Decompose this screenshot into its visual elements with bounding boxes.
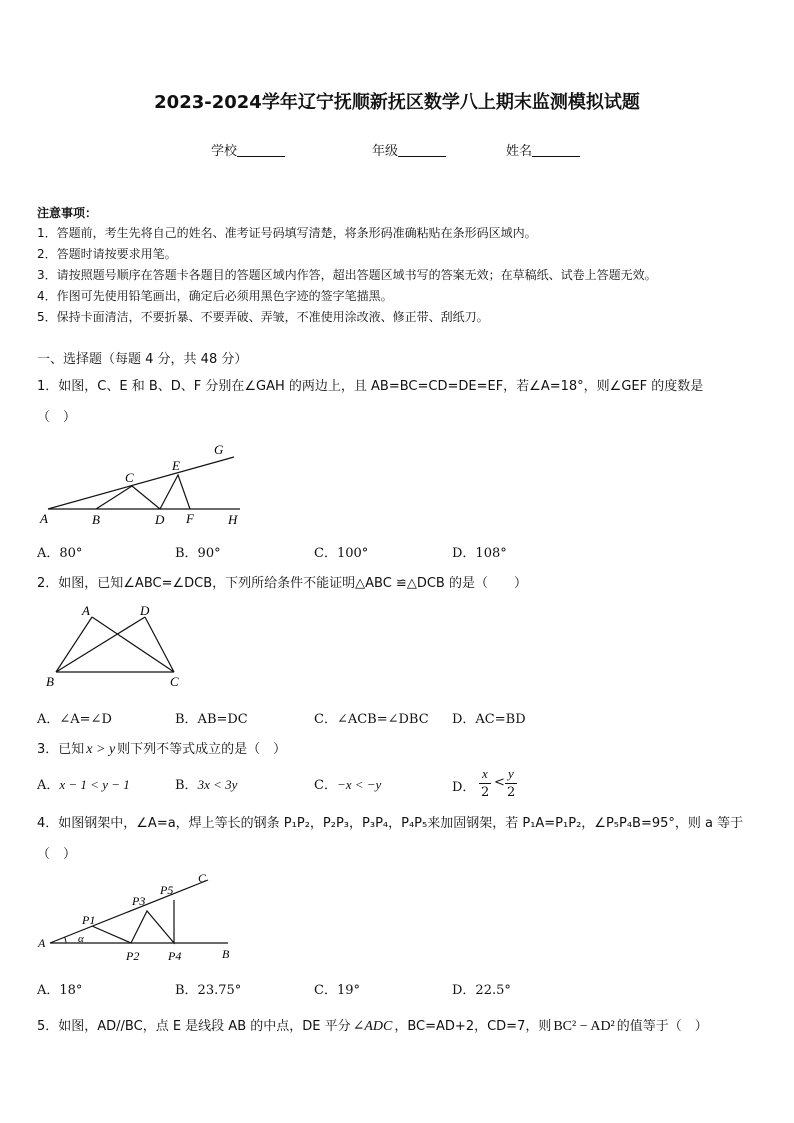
label-b: B bbox=[46, 674, 54, 689]
label-p2: P2 bbox=[126, 949, 140, 963]
q4-option-b[interactable]: B．23.75° bbox=[175, 983, 242, 998]
q5-angle: ∠ADC bbox=[352, 1019, 393, 1034]
q3-text-post: 则下列不等式成立的是（ ） bbox=[117, 742, 287, 757]
q3-option-a-letter: A． bbox=[37, 778, 60, 793]
q4-option-c[interactable]: C．19° bbox=[314, 983, 360, 998]
q3-text bbox=[37, 738, 286, 758]
q3-option-d-fracbar2 bbox=[505, 783, 517, 784]
label-f: F bbox=[186, 511, 194, 526]
segment-dc bbox=[145, 617, 174, 672]
angle-arc bbox=[65, 937, 66, 943]
note-item: 3．请按照题号顺序在答题卡各题目的答题区域内作答，超出答题区域书写的答案无效；在草稿纸、试卷上答题无效。 bbox=[37, 268, 657, 282]
label-d: D bbox=[155, 512, 165, 527]
q1-option-b[interactable]: B．90° bbox=[175, 546, 221, 561]
segment-bd bbox=[56, 617, 145, 672]
label-d: D bbox=[140, 603, 150, 618]
label-b: B bbox=[222, 947, 230, 961]
q3-option-d-den2: 2 bbox=[507, 785, 516, 800]
q3-option-d-rel: < bbox=[494, 775, 505, 790]
q5-text bbox=[37, 1015, 708, 1035]
q4-option-a[interactable]: A．18° bbox=[37, 983, 83, 998]
label-c: C bbox=[198, 871, 207, 885]
section-heading: 一、选择题（每题 4 分，共 48 分） bbox=[37, 352, 248, 367]
label-h: H bbox=[228, 512, 238, 527]
q3-option-c-expr: −x < −y bbox=[336, 777, 382, 792]
q2-option-d[interactable]: D．AC=BD bbox=[452, 712, 526, 727]
q1-option-a[interactable]: A．80° bbox=[37, 546, 83, 561]
q5-text-post: 的值等于（ ） bbox=[616, 1019, 708, 1034]
q1-option-c[interactable]: C．100° bbox=[314, 546, 369, 561]
q2-option-b[interactable]: B．AB=DC bbox=[175, 712, 248, 727]
q3-option-d-num1: x bbox=[482, 766, 488, 781]
label-g: G bbox=[214, 442, 224, 457]
q4-text: 4．如图钢架中，∠A=a，焊上等长的钢条 P₁P₂，P₂P₃，P₃P₄，P₄P₅来加固钢架，若 P₁A=P₁P₂，∠P₅P₄B=95°，则 a 等于 bbox=[37, 816, 744, 831]
label-a: A bbox=[40, 511, 48, 526]
notes-heading: 注意事项： bbox=[37, 206, 98, 220]
school-blank[interactable] bbox=[237, 143, 285, 157]
grade-field bbox=[372, 140, 446, 159]
q3-option-a-expr: x − 1 < y − 1 bbox=[59, 777, 130, 792]
grade-blank[interactable] bbox=[398, 143, 446, 157]
q2-option-c[interactable]: C．∠ACB=∠DBC bbox=[314, 712, 429, 727]
note-item: 4．作图可先使用铅笔画出，确定后必须用黑色字迹的签字笔描黑。 bbox=[37, 289, 393, 303]
q5-text-pre: 5．如图，AD//BC，点 E 是线段 AB 的中点，DE 平分 bbox=[37, 1019, 351, 1034]
page-title: 2023-2024学年辽宁抚顺新抚区数学八上期末监测模拟试题 bbox=[154, 92, 640, 113]
q1-figure bbox=[36, 440, 252, 532]
label-p1: P1 bbox=[82, 913, 96, 927]
note-item: 2．答题时请按要求用笔。 bbox=[37, 247, 177, 261]
q3-text-pre: 3．已知 bbox=[37, 742, 85, 757]
note-item: 1．答题前，考生先将自己的姓名、准考证号码填写清楚，将条形码准确粘贴在条形码区域内。 bbox=[37, 226, 537, 240]
label-e: E bbox=[172, 458, 180, 473]
school-label: 学校 bbox=[211, 144, 238, 159]
q4-paren: （ ） bbox=[37, 847, 77, 862]
grade-label: 年级 bbox=[372, 144, 399, 159]
label-alpha: α bbox=[78, 933, 84, 945]
ray-ac bbox=[50, 880, 208, 943]
ray-ag bbox=[48, 457, 234, 509]
q3-option-d-den1: 2 bbox=[481, 785, 490, 800]
label-p4: P4 bbox=[168, 949, 182, 963]
name-blank[interactable] bbox=[532, 143, 580, 157]
q4-option-d[interactable]: D．22.5° bbox=[452, 983, 511, 998]
label-b: B bbox=[92, 512, 100, 527]
q4-figure bbox=[36, 868, 242, 968]
q3-option-c-letter: C． bbox=[314, 778, 337, 793]
note-item: 5．保持卡面清洁，不要折暴、不要弄破、弄皱，不准使用涂改液、修正带、刮纸刀。 bbox=[37, 310, 489, 324]
q3-condition: x > y bbox=[86, 742, 116, 757]
label-p5: P5 bbox=[160, 883, 174, 897]
label-a: A bbox=[82, 603, 90, 618]
name-field bbox=[506, 140, 580, 159]
label-c: C bbox=[125, 470, 134, 485]
q3-option-b-expr: 3x < 3y bbox=[197, 777, 238, 792]
q1-text: 1．如图，C、E 和 B、D、F 分别在∠GAH 的两边上，且 AB=BC=CD=DE=EF，若∠A=18°，则∠GEF 的度数是 bbox=[37, 379, 704, 394]
q3-option-b-letter: B． bbox=[175, 778, 198, 793]
q3-option-d-fracbar1 bbox=[479, 783, 491, 784]
q5-text-mid: ，BC=AD+2，CD=7，则 bbox=[394, 1019, 552, 1034]
q3-option-b[interactable] bbox=[175, 774, 237, 793]
q1-paren: （ ） bbox=[37, 410, 77, 425]
name-label: 姓名 bbox=[506, 144, 533, 159]
q2-text: 2．如图，已知∠ABC=∠DCB，下列所给条件不能证明△ABC ≌△DCB 的是（ ） bbox=[37, 576, 527, 591]
q3-option-d-num2: y bbox=[508, 766, 514, 781]
label-p3: P3 bbox=[132, 894, 146, 908]
q3-option-c[interactable] bbox=[314, 774, 381, 793]
q2-option-a[interactable]: A．∠A=∠D bbox=[37, 712, 112, 727]
q5-expression: BC² − AD² bbox=[553, 1019, 615, 1034]
q3-option-a[interactable] bbox=[37, 774, 130, 793]
label-c: C bbox=[170, 674, 179, 689]
q2-figure bbox=[42, 600, 192, 692]
segment-ab bbox=[56, 617, 92, 672]
segment-ac bbox=[92, 617, 174, 672]
q1-option-d[interactable]: D．108° bbox=[452, 546, 507, 561]
label-a: A bbox=[38, 936, 46, 950]
q3-option-d-letter: D． bbox=[452, 780, 476, 795]
school-field bbox=[211, 140, 285, 159]
